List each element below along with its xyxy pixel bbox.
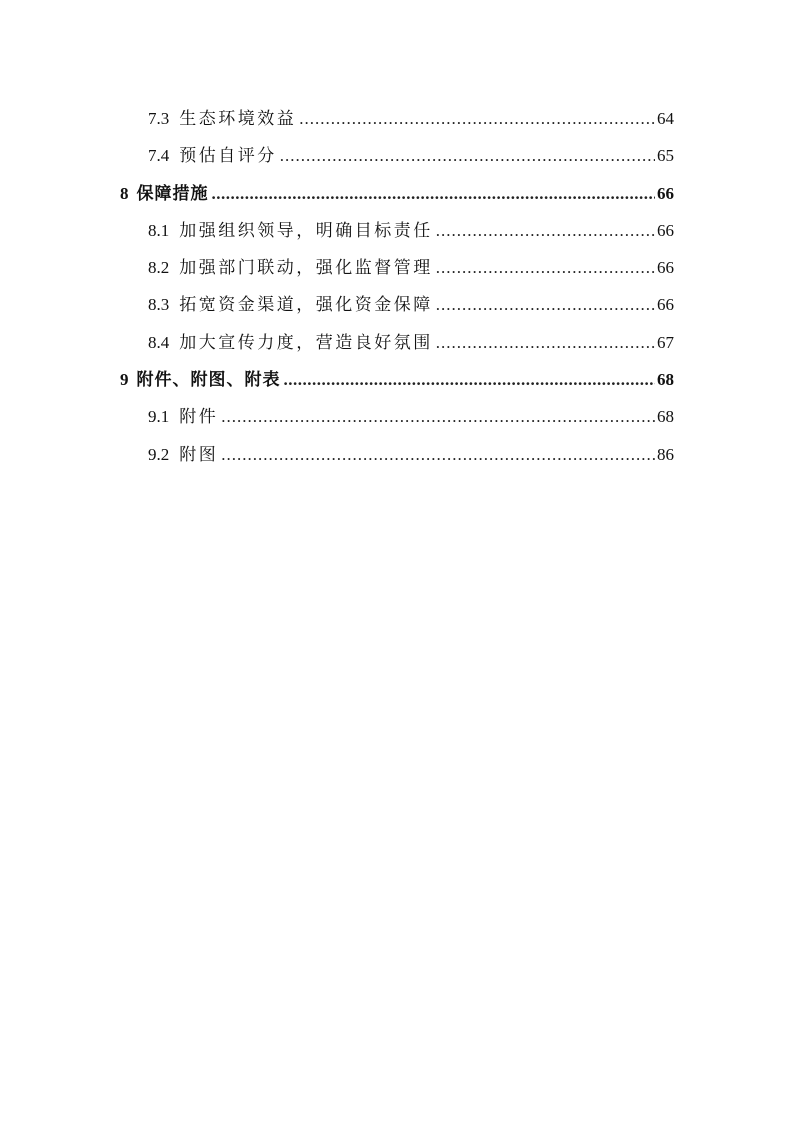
- toc-entry-page: 66: [657, 295, 674, 315]
- toc-entry-9-1[interactable]: [120, 398, 674, 435]
- toc-entry-8-2[interactable]: [120, 249, 674, 286]
- toc-entry-page: 67: [657, 332, 674, 352]
- toc-entry-title: 附件、附图、附表: [136, 370, 281, 390]
- dot-leader: [299, 100, 655, 137]
- toc-entry-number: 8.2: [148, 258, 170, 278]
- toc-entry-number: 8.3: [148, 295, 170, 315]
- dot-leader: [436, 212, 655, 249]
- toc-entry-title: 保障措施: [136, 183, 209, 203]
- toc-entry-number: 9: [120, 370, 129, 390]
- dot-leader: [280, 137, 655, 174]
- toc-entry-title: 加大宣传力度，营造良好氛围: [179, 332, 433, 352]
- toc-entry-number: 7.3: [148, 109, 170, 128]
- table-of-contents: [120, 100, 674, 473]
- dot-leader: [284, 361, 656, 398]
- dot-leader: [436, 324, 655, 361]
- toc-entry-number: 8.1: [148, 220, 170, 240]
- toc-entry-page: 86: [657, 444, 674, 464]
- dot-leader: [436, 249, 655, 286]
- toc-entry-page: 68: [657, 370, 674, 390]
- toc-entry-number: 7.4: [148, 146, 170, 166]
- toc-entry-8-4[interactable]: [120, 324, 674, 361]
- toc-entry-title: 加强组织领导，明确目标责任: [179, 220, 433, 240]
- toc-entry-number: 9.1: [148, 407, 170, 427]
- dot-leader: [221, 436, 655, 473]
- toc-entry-9-2[interactable]: [120, 436, 674, 473]
- toc-entry-page: 68: [657, 407, 674, 427]
- toc-entry-title: 预估自评分: [179, 146, 277, 166]
- toc-entry-7-4[interactable]: [120, 137, 674, 174]
- toc-entry-title: 生态环境效益: [179, 109, 297, 128]
- toc-entry-8-3[interactable]: [120, 286, 674, 323]
- toc-entry-7-3[interactable]: [120, 100, 674, 137]
- toc-entry-title: 附图: [179, 444, 219, 464]
- toc-entry-page: 66: [657, 220, 674, 240]
- toc-entry-number: 9.2: [148, 444, 170, 464]
- toc-entry-8-1[interactable]: [120, 212, 674, 249]
- toc-entry-title: 附件: [179, 407, 219, 427]
- toc-entry-number: 8.4: [148, 332, 170, 352]
- dot-leader: [221, 398, 655, 435]
- toc-entry-page: 65: [657, 146, 674, 166]
- toc-entry-page: 66: [657, 258, 674, 278]
- toc-entry-title: 拓宽资金渠道，强化资金保障: [179, 295, 433, 315]
- dot-leader: [212, 175, 656, 212]
- toc-entry-number: 8: [120, 183, 129, 203]
- toc-entry-page: 64: [657, 109, 674, 128]
- dot-leader: [436, 286, 655, 323]
- toc-entry-title: 加强部门联动，强化监督管理: [179, 258, 433, 278]
- toc-entry-page: 66: [657, 183, 674, 203]
- toc-entry-8[interactable]: [120, 175, 674, 212]
- toc-entry-9[interactable]: [120, 361, 674, 398]
